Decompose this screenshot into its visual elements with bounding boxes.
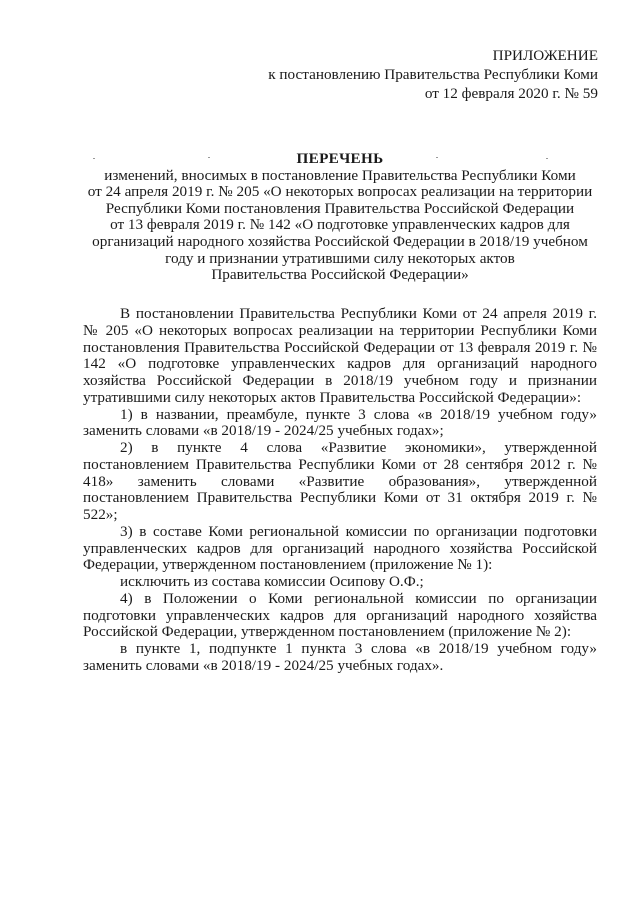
title-line: организаций народного хозяйства Российской Федерации в 2018/19 учебном [92, 232, 588, 250]
title-line: от 13 февраля 2019 г. № 142 «О подготовке управленческих кадров для [110, 216, 570, 234]
title-line: Правительства Российской Федерации» [211, 266, 469, 284]
item-3-paragraph: 3) в составе Коми региональной комиссии по организации подготовки управленческих кадров для организаций народного хозяйства Российской Федерации, утвержденном постановлением (приложение № 1): [83, 522, 597, 574]
item-1-paragraph: 1) в названии, преамбуле, пункте 3 слова «в 2018/19 учебном году» заменить словами «в 2018/19 - 2024/25 учебных годах»; [83, 405, 597, 440]
document-title [60, 151, 620, 284]
item-3-sub-paragraph: исключить из состава комиссии Осипову О.Ф.; [120, 573, 424, 590]
appendix-date-number: от 12 февраля 2020 г. № 59 [424, 85, 598, 102]
appendix-resolution-ref: к постановлению Правительства Республики Коми [268, 66, 598, 83]
appendix-header [268, 46, 598, 103]
intro-paragraph: В постановлении Правительства Республики Коми от 24 апреля 2019 г. № 205 «О некоторых вопросах реализации на территории Республики Коми постановления Правительства Российской Федерации от 13 февраля 2019 г. № 142 «О подготовке управленческих кадров для организаций народного хозяйства Российской Федерации в 2018/19 учебном году и признании утратившими силу некоторых актов Правительства Российской Федерации»: [83, 305, 597, 406]
document-body [83, 306, 597, 675]
title-line: изменений, вносимых в постановление Правительства Республики Коми [104, 166, 576, 184]
title-line: от 24 апреля 2019 г. № 205 «О некоторых вопросах реализации на территории [87, 183, 593, 201]
title-line: году и признании утратившими силу некоторых актов [165, 249, 515, 267]
item-4-paragraph: 4) в Положении о Коми региональной комиссии по организации подготовки управленческих кадров для организаций народного хозяйства Российской Федерации, утвержденном постановлением (приложение № 2): [83, 589, 597, 641]
title-heading: ПЕРЕЧЕНЬ [296, 150, 384, 167]
title-line: Республики Коми постановления Правительства Российской Федерации [105, 199, 575, 217]
item-4-sub-paragraph: в пункте 1, подпункте 1 пункта 3 слова «в 2018/19 учебном году» заменить словами «в 2018/19 - 2024/25 учебных годах». [83, 640, 597, 674]
item-2-paragraph: 2) в пункте 4 слова «Развитие экономики», утвержденной постановлением Правительства Республики Коми от 28 сентября 2012 г. № 418» заменить словами «Развитие образования», утвержденной постановлением Правительства Республики Коми от 31 октября 2019 г. № 522»; [83, 439, 597, 523]
appendix-label: ПРИЛОЖЕНИЕ [492, 47, 598, 64]
